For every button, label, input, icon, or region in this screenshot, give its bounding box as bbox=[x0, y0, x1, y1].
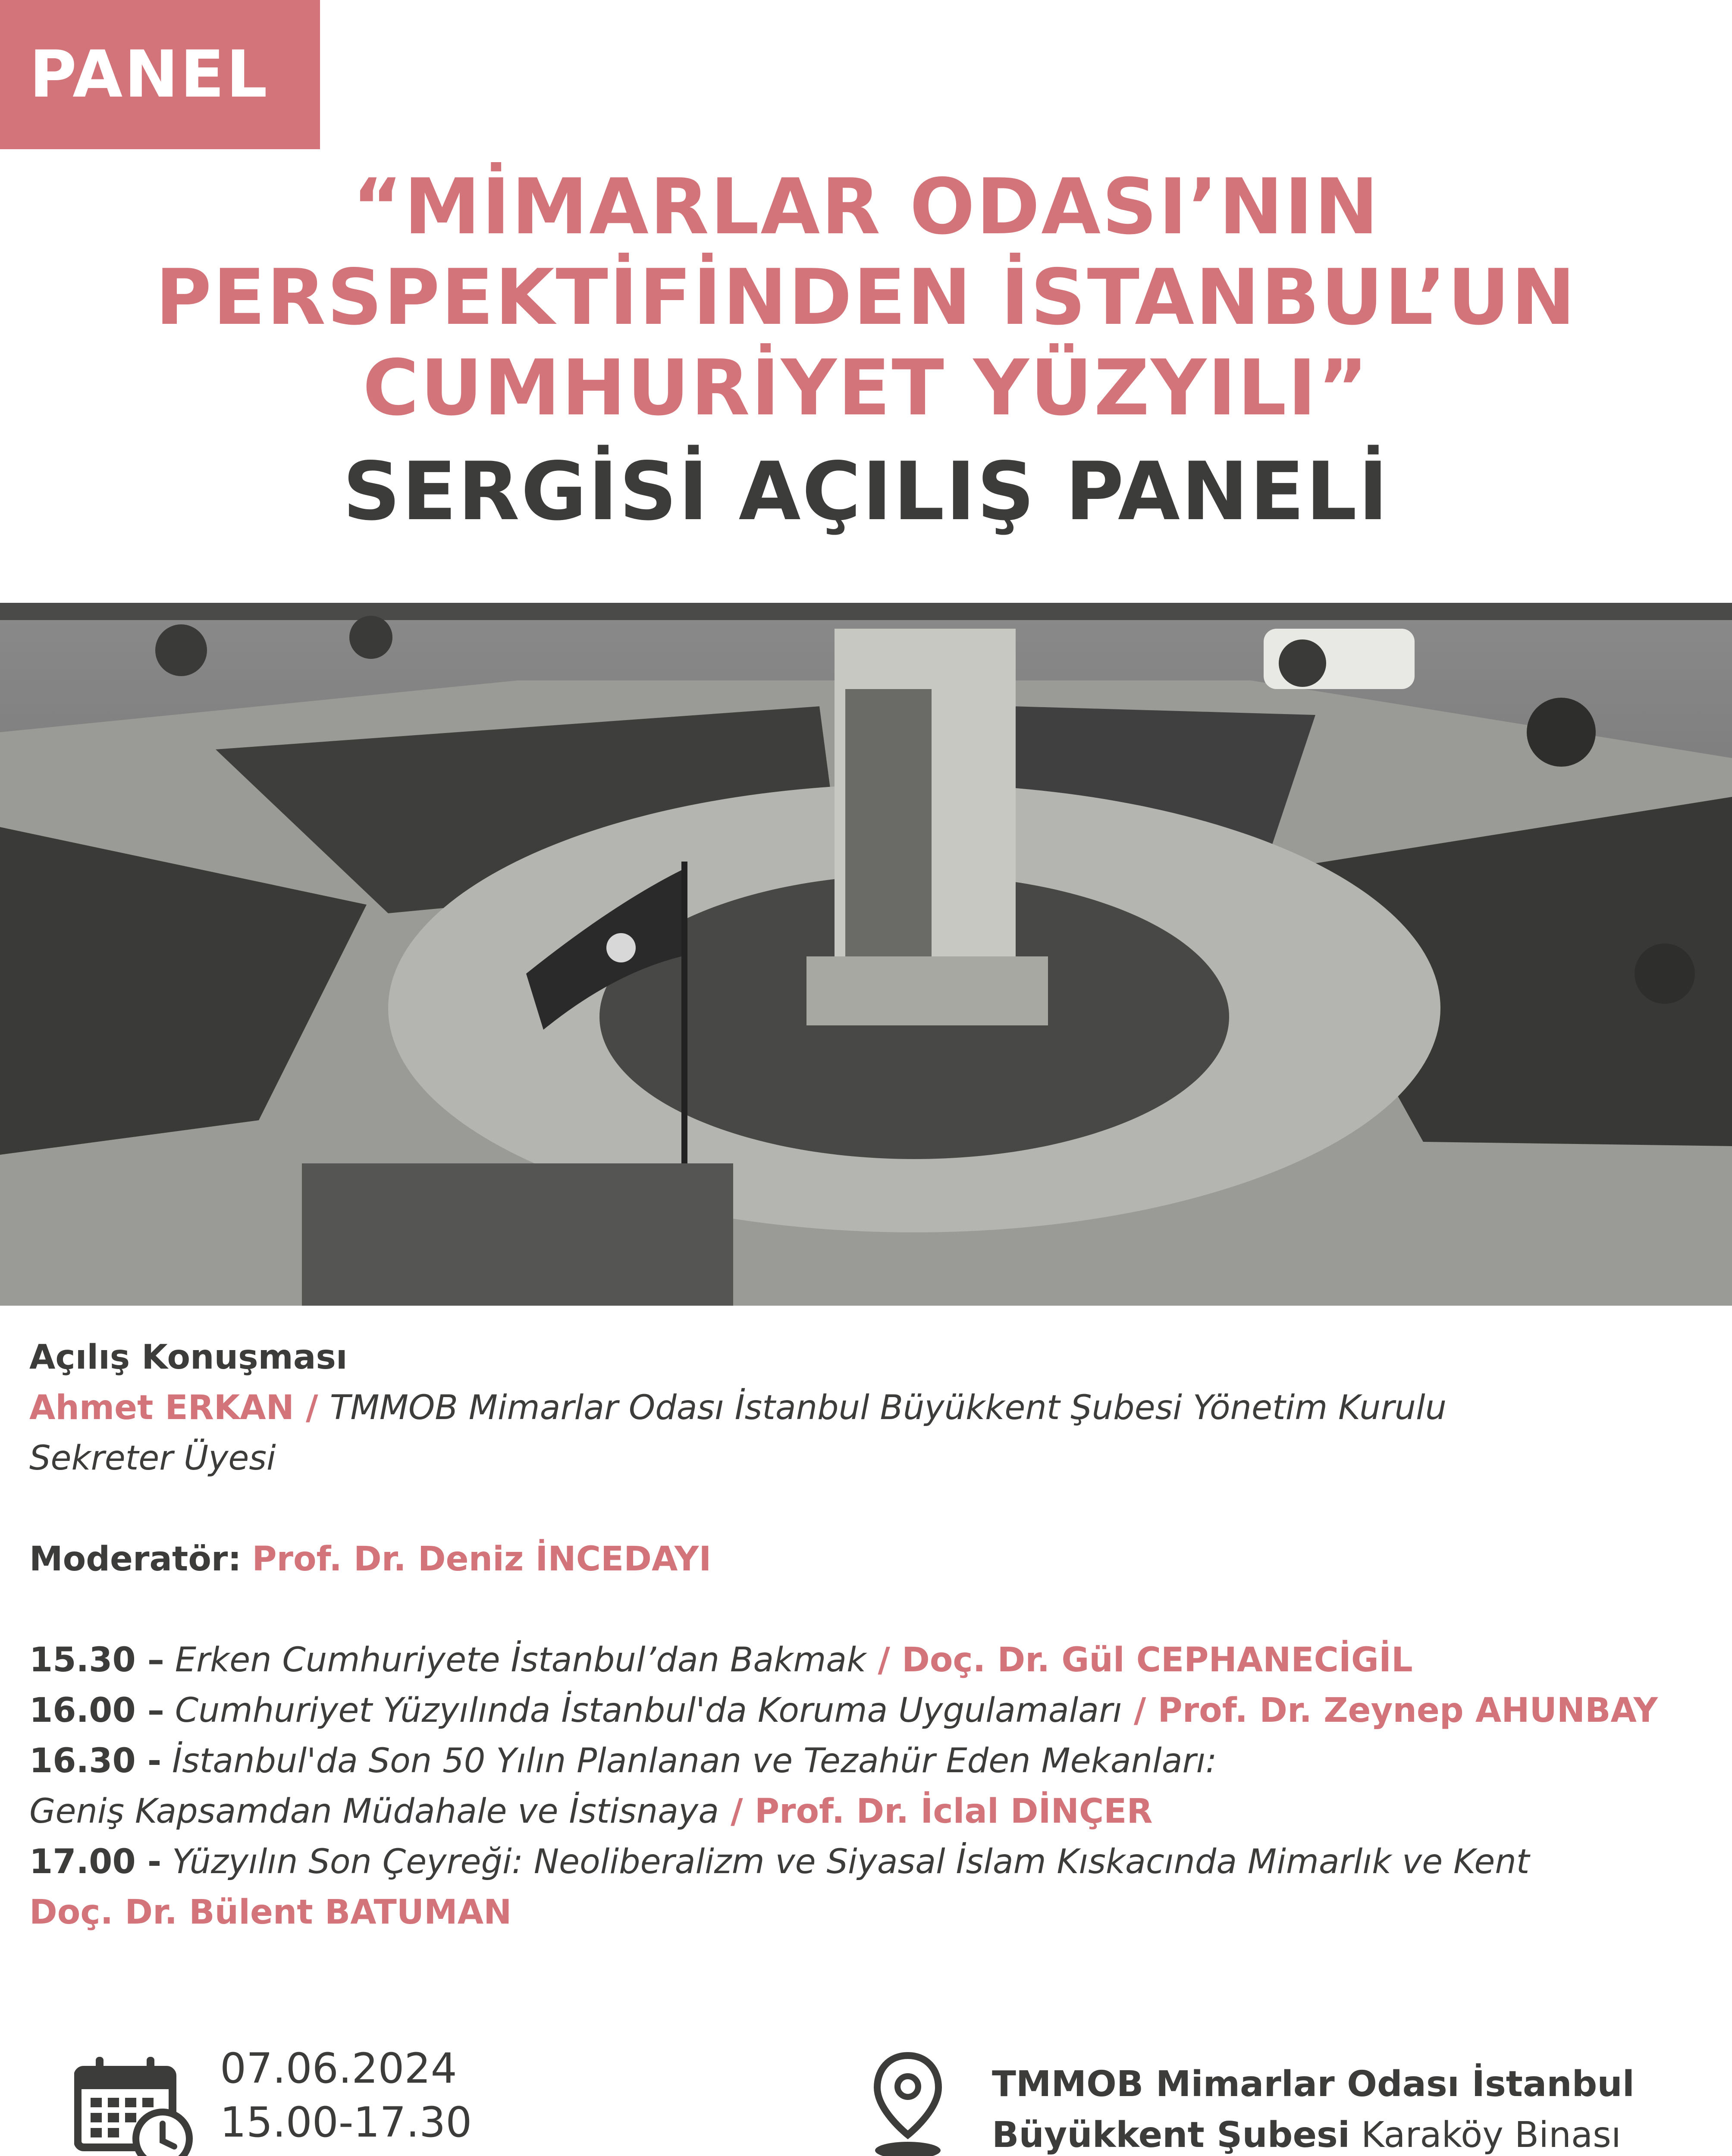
opening-speaker-role-2: Sekreter Üyesi bbox=[29, 1439, 276, 1478]
location-pin-icon bbox=[871, 2050, 944, 2156]
session-title: Cumhuriyet Yüzyılında İstanbul'da Koruma Uygulamaları bbox=[175, 1691, 1122, 1730]
separator: / bbox=[294, 1388, 330, 1427]
session-time: 17.00 - bbox=[29, 1843, 162, 1881]
calendar-clock-icon bbox=[74, 2053, 195, 2156]
session-title: İstanbul'da Son 50 Yılın Planlanan ve Tezahür Eden Mekanları: bbox=[172, 1742, 1217, 1780]
event-datetime bbox=[220, 2042, 472, 2150]
moderator-line bbox=[29, 1534, 1711, 1585]
session-4-speaker-line bbox=[29, 1887, 1711, 1938]
session-title: Erken Cumhuriyete İstanbul’dan Bakmak bbox=[175, 1641, 866, 1680]
separator: / bbox=[719, 1792, 755, 1831]
session-2 bbox=[29, 1686, 1711, 1736]
opening-speaker-line bbox=[29, 1383, 1711, 1433]
moderator-label: Moderatör: bbox=[29, 1540, 242, 1579]
venue-line-1: TMMOB Mimarlar Odası İstanbul bbox=[992, 2064, 1635, 2105]
opening-speaker-role: TMMOB Mimarlar Odası İstanbul Büyükkent Şubesi Yönetim Kurulu bbox=[329, 1388, 1447, 1427]
title-line-2: PERSPEKTİFİNDEN İSTANBUL’UN bbox=[155, 253, 1577, 342]
subtitle: SERGİSİ AÇILIŞ PANELİ bbox=[342, 445, 1390, 538]
session-speaker: Doç. Dr. Gül CEPHANECİGİL bbox=[902, 1641, 1413, 1680]
session-3 bbox=[29, 1736, 1711, 1786]
opening-speaker-name: Ahmet ERKAN bbox=[29, 1388, 294, 1427]
event-date: 07.06.2024 bbox=[220, 2044, 457, 2093]
session-4 bbox=[29, 1837, 1711, 1887]
moderator-name: Prof. Dr. Deniz İNCEDAYI bbox=[252, 1540, 712, 1579]
venue-building: Karaköy Binası bbox=[1349, 2115, 1621, 2156]
session-3-continuation bbox=[29, 1786, 1711, 1837]
separator: / bbox=[1122, 1691, 1158, 1730]
program bbox=[29, 1332, 1711, 1938]
event-hours: 15.00-17.30 bbox=[220, 2098, 472, 2147]
session-time: 16.00 – bbox=[29, 1691, 164, 1730]
session-time: 15.30 – bbox=[29, 1641, 164, 1680]
panel-badge: PANEL bbox=[0, 0, 320, 149]
venue-bold: Büyükkent Şubesi bbox=[992, 2115, 1350, 2156]
session-title-2: Geniş Kapsamdan Müdahale ve İstisnaya bbox=[29, 1792, 719, 1831]
title-line-3: CUMHURİYET YÜZYILI” bbox=[362, 343, 1370, 432]
session-speaker: Prof. Dr. İclal DİNÇER bbox=[754, 1792, 1153, 1831]
session-speaker: Doç. Dr. Bülent BATUMAN bbox=[29, 1893, 512, 1932]
separator: / bbox=[866, 1641, 902, 1680]
session-title: Yüzyılın Son Çeyreği: Neoliberalizm ve Siyasal İslam Kıskacında Mimarlık ve Kent bbox=[172, 1843, 1530, 1881]
session-time: 16.30 - bbox=[29, 1742, 162, 1780]
session-speaker: Prof. Dr. Zeynep AHUNBAY bbox=[1158, 1691, 1658, 1730]
opening-role-continuation bbox=[29, 1433, 1711, 1484]
session-1 bbox=[29, 1635, 1711, 1686]
opening-heading-label: Açılış Konuşması bbox=[29, 1338, 348, 1377]
taksim-monument-photo bbox=[0, 603, 1732, 1306]
venue-line-2 bbox=[992, 2110, 1635, 2156]
title-line-1: “MİMARLAR ODASI’NIN bbox=[352, 162, 1380, 251]
event-venue bbox=[992, 2059, 1635, 2156]
opening-heading bbox=[29, 1332, 1711, 1383]
